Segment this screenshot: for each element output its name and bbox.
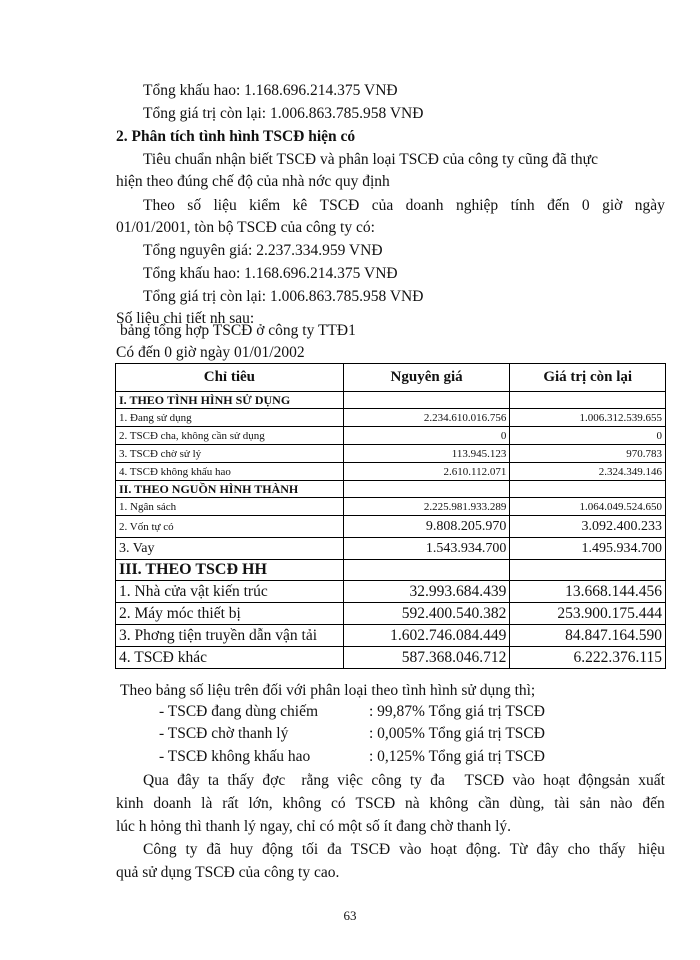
word: vào	[399, 841, 422, 858]
paragraph-2-line-1	[143, 196, 665, 216]
row-nguyen-gia: 9.808.205.970	[343, 516, 510, 538]
word: dùng,	[509, 795, 545, 812]
word: đã	[206, 841, 222, 858]
word: công	[371, 772, 402, 789]
usage-item-value: : 99,87% Tổng giá trị TSCĐ	[369, 703, 545, 720]
usage-item-value: : 0,005% Tổng giá trị TSCĐ	[369, 725, 545, 742]
row-nguyen-gia: 2.610.112.071	[343, 463, 510, 481]
summary-con-lai-top: Tổng giá trị còn lại: 1.006.863.785.958 VNĐ	[143, 105, 424, 122]
word: ta	[207, 772, 220, 789]
table-title: bảng tổng hợp TSCĐ ở công ty TTĐ1	[120, 322, 356, 339]
word: độngsản	[578, 772, 630, 789]
row-label: 2. Vốn tự có	[116, 516, 344, 538]
word: tài	[554, 795, 570, 812]
row-con-lai: 3.092.400.233	[510, 516, 666, 538]
word: TSCĐ	[319, 197, 360, 214]
page-number: 63	[343, 908, 357, 923]
row-nguyen-gia: 2.225.981.933.289	[343, 498, 510, 516]
word: đây	[177, 772, 200, 789]
word: ty	[409, 772, 422, 789]
word: nào	[610, 795, 633, 812]
word: đây	[536, 841, 559, 858]
table-row	[116, 516, 666, 538]
row-nguyen-gia: 1.602.746.084.449	[343, 625, 510, 647]
asset-summary-table	[115, 363, 666, 669]
word: TSCĐ	[350, 841, 391, 858]
row-label: 1. Đang sử dụng	[116, 409, 344, 427]
word: kiểm	[249, 197, 281, 214]
table-row	[116, 463, 666, 481]
row-con-lai: 1.495.934.700	[510, 538, 666, 560]
row-nguyen-gia: 587.368.046.712	[343, 647, 510, 669]
row-label: 4. TSCĐ khác	[116, 647, 344, 669]
word: 0	[581, 197, 590, 214]
usage-item-value: : 0,125% Tổng giá trị TSCĐ	[369, 748, 545, 765]
row-nguyen-gia: 32.993.684.439	[343, 581, 510, 603]
word: sản	[579, 795, 601, 812]
row-label: 1. Ngân sách	[116, 498, 344, 516]
table-row	[116, 625, 666, 647]
section-row	[116, 392, 666, 409]
word: ty	[185, 841, 198, 858]
section-label: III. THEO TSCĐ HH	[116, 560, 344, 581]
section-label: II. THEO NGUỒN HÌNH THÀNH	[116, 481, 344, 498]
table-row	[116, 427, 666, 445]
paragraph-3-line-1	[143, 771, 665, 791]
word: không	[282, 795, 322, 812]
row-con-lai: 253.900.175.444	[510, 603, 666, 625]
row-nguyen-gia: 592.400.540.382	[343, 603, 510, 625]
word: TSCĐ	[453, 772, 505, 789]
section-heading: 2. Phân tích tình hình TSCĐ hiện có	[116, 128, 356, 145]
word: không	[429, 795, 469, 812]
word: rất	[222, 795, 239, 812]
row-con-lai: 84.847.164.590	[510, 625, 666, 647]
word: đến	[547, 197, 570, 214]
row-nguyen-gia: 1.543.934.700	[343, 538, 510, 560]
paragraph-1-line-1: Tiêu chuẩn nhận biết TSCĐ và phân loại TSCĐ của công ty cũng đã thực	[143, 151, 598, 168]
word: đợc	[262, 772, 286, 789]
word: giờ	[602, 197, 623, 214]
word: thấy	[598, 841, 626, 858]
row-label: 3. Vay	[116, 538, 344, 560]
word: kinh	[116, 795, 144, 812]
table-row	[116, 603, 666, 625]
word: cần	[478, 795, 500, 812]
word: của	[371, 197, 394, 214]
paragraph-1-line-2: hiện theo đúng chế độ của nhà nớc quy định	[116, 173, 390, 190]
word: thấy	[227, 772, 255, 789]
paragraph-3-line-3: lúc h hỏng thì thanh lý ngay, chỉ có một số ít đang chờ thanh lý.	[116, 818, 512, 835]
row-nguyen-gia: 0	[343, 427, 510, 445]
word: hoạt	[430, 841, 457, 858]
word: nà	[405, 795, 420, 812]
word: tính	[510, 197, 535, 214]
word: cho	[567, 841, 590, 858]
total-nguyen-gia: Tổng nguyên giá: 2.237.334.959 VNĐ	[143, 242, 383, 259]
table-row	[116, 498, 666, 516]
detail-intro: Số liệu chi tiết nh sau:	[116, 310, 255, 327]
word: việc	[337, 772, 364, 789]
usage-item-label: - TSCĐ chờ thanh lý	[159, 725, 289, 742]
word: hoạt	[543, 772, 570, 789]
row-label: 1. Nhà cửa vật kiến trúc	[116, 581, 344, 603]
paragraph-2-line-2: 01/01/2001, tòn bộ TSCĐ của công ty có:	[116, 219, 375, 236]
word: xuất	[638, 772, 665, 789]
row-con-lai: 0	[510, 427, 666, 445]
word: doanh	[405, 197, 444, 214]
word: ngày	[634, 197, 665, 214]
word: đến	[642, 795, 665, 812]
word: rằng	[293, 772, 329, 789]
row-nguyen-gia: 113.945.123	[343, 445, 510, 463]
word: Công	[143, 841, 177, 858]
table-row	[116, 409, 666, 427]
word: Qua	[143, 772, 169, 789]
word: kê	[292, 197, 308, 214]
summary-khau-hao-top: Tổng khấu hao: 1.168.696.214.375 VNĐ	[143, 82, 398, 99]
row-con-lai: 970.783	[510, 445, 666, 463]
paragraph-3-line-2	[116, 794, 665, 814]
row-label: 3. Phơng tiện truyền dẫn vận tải	[116, 625, 344, 647]
row-label: 3. TSCĐ chờ sử lý	[116, 445, 344, 463]
row-label: 2. TSCĐ cha, không cần sử dụng	[116, 427, 344, 445]
word: TSCĐ	[355, 795, 396, 812]
word: liệu	[213, 197, 237, 214]
word: có	[331, 795, 346, 812]
row-label: 4. TSCĐ không khấu hao	[116, 463, 344, 481]
word: là	[201, 795, 213, 812]
usage-item-label: - TSCĐ đang dùng chiếm	[159, 703, 319, 720]
word: động	[261, 841, 293, 858]
usage-item-label: - TSCĐ không khấu hao	[159, 748, 311, 765]
word: Từ	[509, 841, 528, 858]
word: nghiệp	[455, 197, 499, 214]
table-row	[116, 581, 666, 603]
header-nguyen-gia: Nguyên giá	[343, 364, 510, 392]
paragraph-4-line-2: quả sử dụng TSCĐ của công ty cao.	[116, 864, 340, 881]
row-con-lai: 1.064.049.524.650	[510, 498, 666, 516]
table-header-row	[116, 364, 666, 392]
section-row	[116, 481, 666, 498]
paragraph-4-line-1	[143, 840, 665, 860]
row-label: 2. Máy móc thiết bị	[116, 603, 344, 625]
total-con-lai: Tổng giá trị còn lại: 1.006.863.785.958 VNĐ	[143, 288, 424, 305]
section-label: I. THEO TÌNH HÌNH SỬ DỤNG	[116, 392, 344, 409]
word: doanh	[153, 795, 192, 812]
row-con-lai: 13.668.144.456	[510, 581, 666, 603]
section-row	[116, 560, 666, 581]
word: huy	[229, 841, 254, 858]
row-con-lai: 2.324.349.146	[510, 463, 666, 481]
row-con-lai: 1.006.312.539.655	[510, 409, 666, 427]
row-nguyen-gia: 2.234.610.016.756	[343, 409, 510, 427]
table-row	[116, 445, 666, 463]
row-con-lai: 6.222.376.115	[510, 647, 666, 669]
date-line: Có đến 0 giờ ngày 01/01/2002	[116, 344, 305, 361]
total-khau-hao: Tổng khấu hao: 1.168.696.214.375 VNĐ	[143, 265, 398, 282]
word: đa	[327, 841, 342, 858]
word: Theo	[143, 197, 175, 214]
word: hiệu	[634, 841, 665, 858]
table-row	[116, 647, 666, 669]
word: vào	[512, 772, 535, 789]
word: lớn,	[248, 795, 273, 812]
word: đa	[430, 772, 445, 789]
header-chi-tieu: Chỉ tiêu	[116, 364, 344, 392]
word: động.	[465, 841, 501, 858]
table-row	[116, 538, 666, 560]
analysis-intro: Theo bảng số liệu trên đối với phân loại theo tình hình sử dụng thì;	[120, 682, 536, 699]
header-gia-tri-con-lai: Giá trị còn lại	[510, 364, 666, 392]
word: số	[187, 197, 202, 214]
word: tối	[301, 841, 319, 858]
